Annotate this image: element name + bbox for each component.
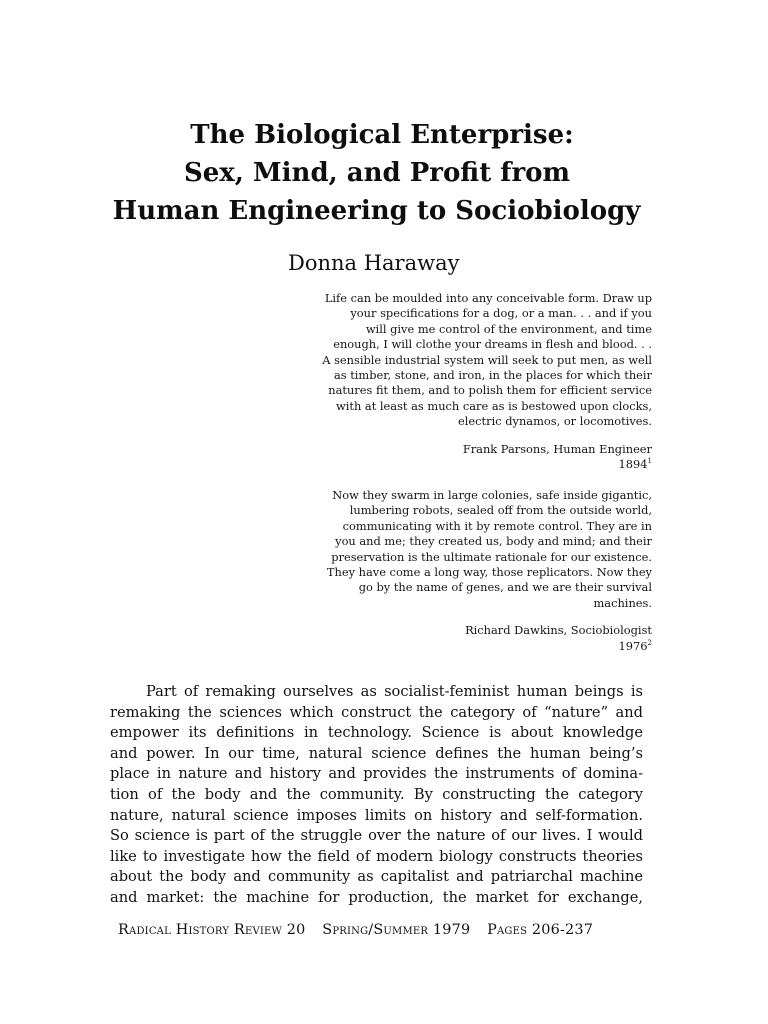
epigraph-line: lumbering robots, sealed off from the outside world, bbox=[349, 503, 652, 518]
epigraph-line: communicating with it by remote control. They are in bbox=[342, 518, 652, 533]
author-name: Donna Haraway bbox=[288, 251, 460, 275]
epigraph-line: enough, I will clothe your dreams in flesh and blood. . . bbox=[333, 337, 652, 352]
epigraph-line: you and me; they created us, body and mind; and their bbox=[335, 534, 652, 549]
body-line: and power. In our time, natural science defines the human being’s bbox=[110, 744, 643, 762]
epigraph-year-value: 1976 bbox=[618, 638, 648, 653]
body-paragraph bbox=[110, 682, 643, 909]
footnote-ref[interactable]: 2 bbox=[647, 638, 652, 647]
body-line: tion of the body and the community. By constructing the category bbox=[110, 785, 643, 803]
epigraph-line: will give me control of the environment, and time bbox=[365, 321, 652, 336]
epigraph-line: go by the name of genes, and we are their survival bbox=[358, 580, 652, 595]
epigraph-dawkins bbox=[290, 488, 652, 654]
epigraph-parsons bbox=[286, 291, 652, 472]
epigraph-line: machines. bbox=[593, 595, 652, 610]
epigraph-attribution: Frank Parsons, Human Engineer bbox=[462, 441, 652, 456]
article-title bbox=[0, 116, 768, 230]
title-line-3: Human Engineering to Sociobiology bbox=[112, 196, 641, 226]
footer-season: Spring/Summer 1979 bbox=[322, 922, 471, 938]
epigraph-line: preservation is the ultimate rationale for our existence. bbox=[331, 549, 652, 564]
epigraph-line: A sensible industrial system will seek to put men, as well bbox=[322, 352, 652, 367]
footer-journal: Radical History Review 20 bbox=[118, 922, 306, 938]
body-line: So science is part of the struggle over the nature of our lives. I would bbox=[110, 827, 643, 845]
epigraph-attribution: Richard Dawkins, Sociobiologist bbox=[465, 623, 652, 638]
epigraph-year bbox=[286, 457, 652, 472]
title-line-2: Sex, Mind, and Profit from bbox=[183, 158, 571, 188]
epigraph-line: with at least as much care as is bestowed upon clocks, bbox=[336, 398, 652, 413]
body-line: Part of remaking ourselves as socialist-feminist human beings is bbox=[146, 683, 643, 700]
epigraph-line: as timber, stone, and iron, in the places for which their bbox=[333, 368, 652, 383]
body-line: nature, natural science imposes limits on history and self-formation. bbox=[110, 806, 643, 824]
epigraph-line: your specifications for a dog, or a man. . . and if you bbox=[350, 306, 652, 321]
epigraph-line: natures fit them, and to polish them for efficient service bbox=[328, 383, 652, 398]
epigraph-line: They have come a long way, those replicators. Now they bbox=[326, 565, 652, 580]
epigraph-line: Now they swarm in large colonies, safe inside gigantic, bbox=[332, 488, 652, 502]
footnote-ref[interactable]: 1 bbox=[647, 457, 652, 466]
body-line: about the body and community as capitalist and patriarchal machine bbox=[110, 868, 643, 886]
title-line-1: The Biological Enterprise: bbox=[190, 120, 574, 150]
epigraph-year bbox=[290, 639, 652, 654]
epigraph-year-value: 1894 bbox=[618, 457, 648, 472]
body-line: like to investigate how the field of modern biology constructs theories bbox=[110, 847, 643, 865]
epigraph-line: Life can be moulded into any conceivable form. Draw up bbox=[324, 291, 652, 305]
body-line: place in nature and history and provides the instruments of domina- bbox=[110, 765, 643, 783]
epigraph-line: electric dynamos, or locomotives. bbox=[458, 414, 652, 429]
body-line: remaking the sciences which construct the category of “nature” and bbox=[110, 703, 643, 721]
page-footer bbox=[118, 920, 646, 940]
body-line: empower its definitions in technology. Science is about knowledge bbox=[110, 724, 643, 742]
body-line: and market: the machine for production, the market for exchange, bbox=[110, 888, 643, 906]
footer-pages: Pages 206-237 bbox=[487, 922, 594, 938]
